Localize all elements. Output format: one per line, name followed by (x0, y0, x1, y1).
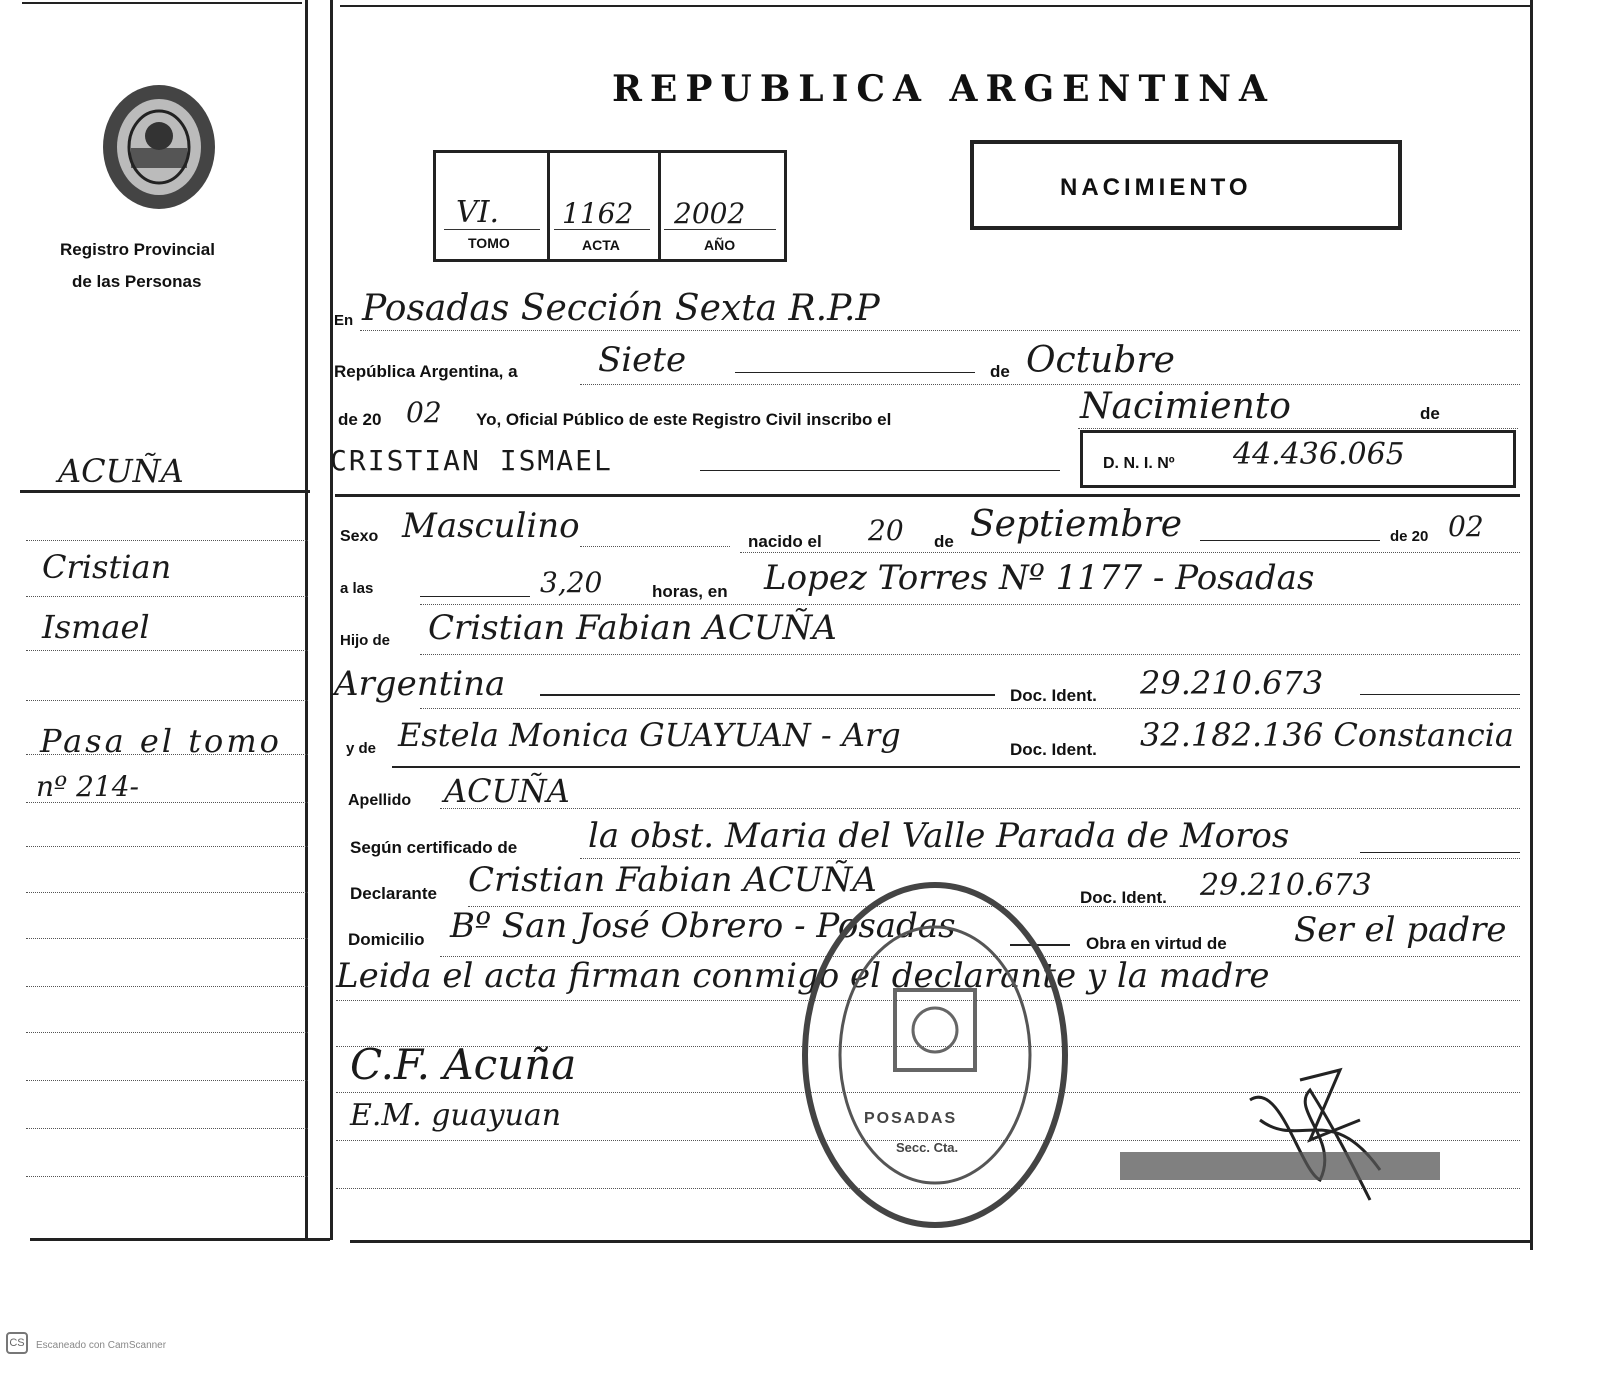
frame-bottom-right (350, 1240, 1530, 1243)
margin-line (26, 650, 308, 651)
surname-value: ACUÑA (444, 772, 570, 810)
de2-label: de (1420, 404, 1440, 423)
row-line (700, 470, 1060, 471)
father-doc-number: 29.210.673 (1140, 664, 1324, 702)
hijo-label: Hijo de (340, 632, 391, 649)
declarant-name: Cristian Fabian ACUÑA (468, 860, 877, 900)
mother-signature: E.M. guayuan (350, 1098, 562, 1133)
father-signature: C.F. Acuña (350, 1040, 577, 1089)
tomo-value: VI. (456, 195, 500, 230)
apellido-label: Apellido (348, 792, 412, 809)
box-divider-1 (547, 153, 550, 259)
row-line (360, 330, 1520, 331)
dni-label: D. N. I. Nº (1103, 455, 1175, 472)
scanner-watermark: Escaneado con CamScanner (36, 1340, 167, 1351)
event-type-title: NACIMIENTO (1060, 174, 1252, 201)
birth-day: 20 (868, 514, 904, 547)
row-line (420, 596, 530, 597)
birth-hour: 3,20 (540, 566, 603, 599)
margin-line (26, 1128, 308, 1129)
mother-doc-number: 32.182.136 Constancia (1140, 716, 1514, 754)
father-name: Cristian Fabian ACUÑA (428, 608, 837, 648)
name-row-separator (335, 494, 1520, 497)
frame-top-left (22, 2, 302, 4)
birth-month: Septiembre (970, 504, 1182, 545)
de-label: de (990, 362, 1010, 381)
yo-label: Yo, Oficial Público de este Registro Civil inscribo el (476, 410, 892, 429)
margin-line (26, 1176, 308, 1177)
row-line (735, 372, 975, 373)
acta-label: ACTA (582, 237, 620, 253)
margin-note-2: nº 214- (36, 770, 140, 803)
mother-name: Estela Monica GUAYUAN - Arg (398, 716, 901, 754)
official-name-stamp (1120, 1152, 1440, 1180)
ano-label: AÑO (704, 237, 736, 253)
en-label: En (334, 312, 354, 329)
certifier-value: la obst. Maria del Valle Parada de Moros (588, 816, 1290, 856)
event-inscribed: Nacimiento (1080, 386, 1291, 427)
declarant-doc-number: 29.210.673 (1200, 868, 1372, 903)
row-line (440, 808, 1520, 809)
registration-day: Siete (598, 340, 687, 380)
ano-underline (664, 229, 776, 230)
row-line (540, 694, 995, 696)
registration-year: 02 (406, 396, 442, 429)
registry-number-box (433, 150, 787, 262)
acta-underline (554, 229, 650, 230)
margin-note-1: Pasa el tomo (40, 722, 282, 760)
row-line (1360, 852, 1520, 853)
row-line (580, 384, 1520, 385)
frame-top-right (340, 5, 1530, 7)
margin-line (26, 700, 308, 701)
camscanner-logo-icon: CS (6, 1332, 28, 1354)
margin-line (26, 1080, 308, 1081)
row-line (392, 766, 1520, 768)
frame-left-col-border (305, 0, 308, 1240)
yde-label: y de (346, 740, 377, 757)
row-line (580, 546, 730, 547)
official-signature-icon (1240, 1060, 1400, 1210)
father-doc-label: Doc. Ident. (1010, 686, 1097, 705)
margin-line (26, 986, 308, 987)
birth-year: 02 (1448, 510, 1484, 543)
box-divider-2 (658, 153, 661, 259)
birth-place: Lopez Torres Nº 1177 - Posadas (764, 558, 1315, 598)
row-line (580, 858, 1520, 859)
obra-label: Obra en virtud de (1086, 934, 1227, 953)
child-full-name: CRISTIAN ISMAEL (330, 444, 613, 477)
event-type-box (970, 140, 1402, 230)
margin-line (26, 754, 308, 755)
tomo-label: TOMO (468, 235, 510, 251)
coat-of-arms-icon (95, 78, 223, 216)
segun-label: Según certificado de (350, 838, 518, 857)
margin-given-name-1: Cristian (42, 548, 172, 586)
margin-line (26, 892, 308, 893)
domicile-value: Bº San José Obrero - Posadas (450, 906, 956, 946)
sexo-label: Sexo (340, 528, 379, 545)
margin-line (26, 802, 308, 803)
row-line (740, 552, 1520, 553)
row-line (420, 708, 1520, 709)
margin-surname: ACUÑA (58, 452, 184, 490)
country-title: REPUBLICA ARGENTINA (612, 68, 1275, 110)
dni-value: 44.436.065 (1233, 437, 1405, 472)
nacido-label: nacido el (748, 532, 822, 551)
seal-sub: Secc. Cta. (896, 1140, 959, 1155)
official-seal-icon (800, 880, 1070, 1230)
seal-city: POSADAS (864, 1110, 958, 1127)
dni-box (1080, 430, 1516, 488)
margin-separator (20, 490, 310, 493)
frame-bottom-left (30, 1238, 330, 1241)
margin-given-name-2: Ismael (42, 608, 150, 646)
republica-label: República Argentina, a (334, 362, 518, 381)
row-line (1200, 540, 1380, 541)
frame-form-left-border (330, 0, 333, 1240)
row-line (1078, 428, 1518, 429)
alas-label: a las (340, 580, 374, 597)
domicilio-label: Domicilio (348, 930, 425, 949)
horas-label: horas, en (652, 582, 728, 601)
row-line (420, 654, 1520, 655)
registration-month: Octubre (1026, 340, 1175, 381)
reason-value: Ser el padre (1294, 910, 1507, 950)
margin-line (26, 540, 308, 541)
declarant-doc-label: Doc. Ident. (1080, 888, 1167, 907)
margin-line (26, 846, 308, 847)
margin-line (26, 938, 308, 939)
acta-value: 1162 (562, 197, 634, 230)
place-of-registration: Posadas Sección Sexta R.P.P (362, 288, 880, 329)
mother-doc-label: Doc. Ident. (1010, 740, 1097, 759)
closing-statement: Leida el acta firman conmigo el declarante y la madre (336, 956, 1270, 996)
declarante-label: Declarante (350, 884, 437, 903)
tomo-underline (444, 229, 540, 230)
father-nationality: Argentina (334, 664, 506, 704)
de20b-label: de 20 (1390, 528, 1429, 545)
sex-value: Masculino (402, 506, 580, 546)
frame-right-border (1530, 0, 1533, 1250)
ano-value: 2002 (674, 197, 746, 230)
margin-line (26, 596, 308, 597)
margin-line (26, 1032, 308, 1033)
de3-label: de (934, 532, 954, 551)
agency-line-1: Registro Provincial (60, 240, 215, 259)
agency-line-2: de las Personas (72, 272, 202, 291)
row-line (1360, 694, 1520, 695)
row-line (420, 604, 1520, 605)
de20-label: de 20 (338, 410, 382, 429)
